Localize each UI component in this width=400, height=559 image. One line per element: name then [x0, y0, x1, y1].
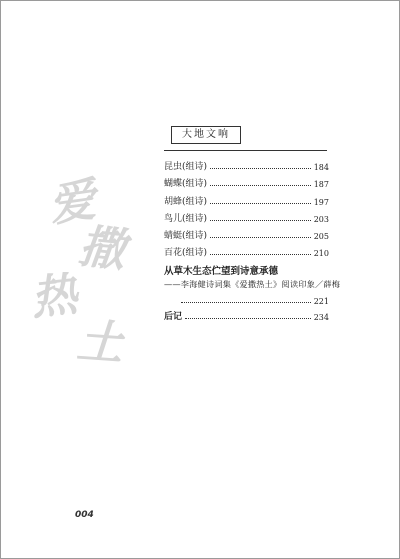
- toc-entry[interactable]: [164, 172, 329, 189]
- toc-entry-afterword[interactable]: [164, 308, 329, 322]
- leader-dots: [181, 302, 311, 303]
- toc-entry-page: 210: [313, 249, 329, 259]
- toc-entry-page: 197: [313, 197, 329, 207]
- toc-entry-title: 百花(组诗): [164, 248, 208, 259]
- toc-entry-page: 203: [313, 214, 329, 224]
- section-heading: 大地文响: [171, 126, 241, 144]
- toc-entry-title: 昆虫(组诗): [164, 162, 208, 173]
- toc-entry-page: 187: [313, 180, 329, 190]
- toc-entry-title: 鸟儿(组诗): [164, 213, 208, 224]
- toc-entry-page: 184: [313, 163, 329, 173]
- page-number: 004: [75, 510, 94, 520]
- toc-entry[interactable]: [164, 207, 329, 224]
- toc-list: [164, 155, 329, 258]
- toc-entry-title: 蝴蝶(组诗): [164, 179, 208, 190]
- toc-entry-title: 蜻蜓(组诗): [164, 230, 208, 241]
- toc-entry-title: 胡蜂(组诗): [164, 196, 208, 207]
- toc-entry-page: 205: [313, 231, 329, 241]
- essay-title[interactable]: 从草木生态伫望到诗意承德: [164, 266, 279, 277]
- essay-page-row: [181, 294, 329, 306]
- watermark-char: 土: [75, 313, 125, 371]
- watermark-char: 热: [28, 266, 80, 326]
- essay-subtitle: ——李海健诗词集《爱撒热土》阅读印象／薛梅: [164, 279, 341, 289]
- section-divider: [164, 150, 327, 151]
- toc-entry[interactable]: [164, 241, 329, 258]
- afterword-page: 234: [313, 313, 329, 322]
- toc-entry[interactable]: [164, 189, 329, 206]
- leader-dots: [185, 318, 311, 319]
- watermark-char: 爱: [45, 172, 99, 232]
- afterword-title: 后记: [164, 312, 183, 322]
- leader-dots: [210, 254, 311, 255]
- watermark-char: 撒: [76, 218, 128, 278]
- leader-dots: [210, 203, 311, 204]
- watermark-calligraphy: [19, 172, 139, 389]
- leader-dots: [210, 237, 311, 238]
- leader-dots: [210, 168, 311, 169]
- leader-dots: [210, 220, 311, 221]
- toc-entry[interactable]: [164, 155, 329, 172]
- leader-dots: [210, 185, 311, 186]
- toc-entry[interactable]: [164, 224, 329, 241]
- essay-page: 221: [313, 297, 329, 306]
